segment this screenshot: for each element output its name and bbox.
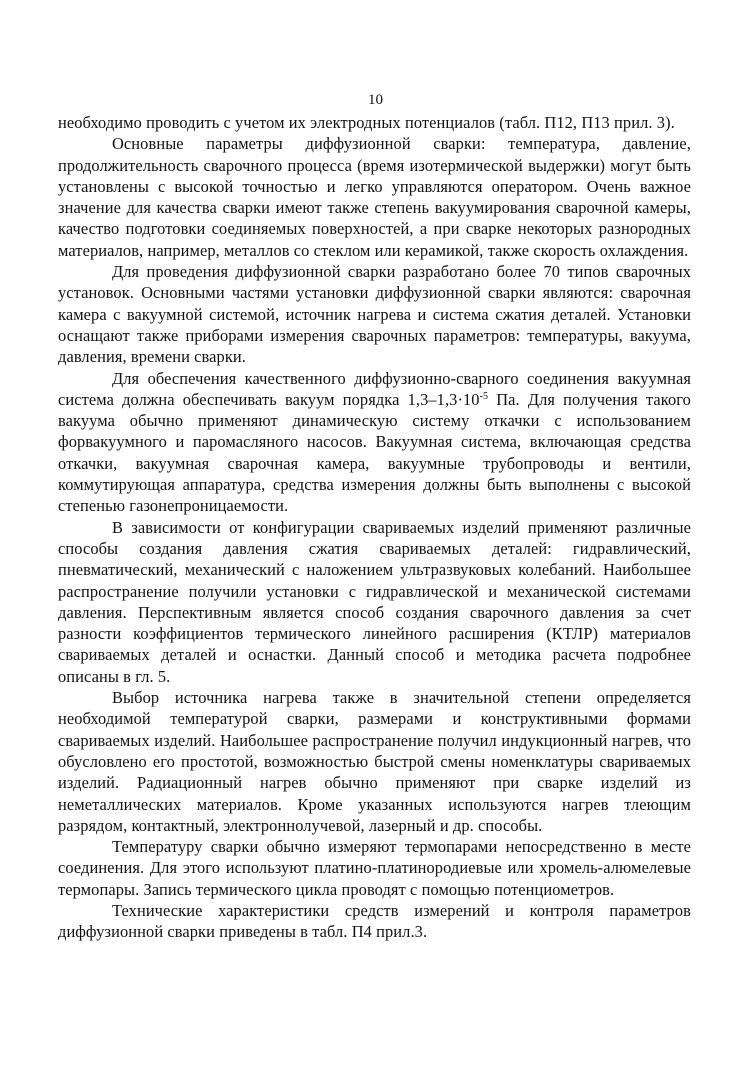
paragraph-temperature-measurement: Температуру сварки обычно измеряют термопарами непосредственно в месте соединения. Для этого используют платино-платинородиевые или хромель-алюмелевые термопары. Запись термического цикла проводят с помощью потенциометров. (58, 837, 691, 899)
vacuum-text-before: Для обеспечения качественного диффузионно-сварного соединения вакуумная система должна обеспечивать вакуум порядка 1,3–1,3·10 (58, 368, 691, 409)
vacuum-exponent: -5 (479, 390, 489, 402)
vacuum-text-after: Па. Для получения такого вакуума обычно применяют динамическую систему откачки с использованием форвакуумного и паромасляного насосов. Вакуумная система, включающая средства откачки, вакуумная сварочная камера, вакуумные трубопроводы и вентили, коммутирующая аппаратура, средства измерения должны быть выполнены с высокой степенью газонепроницаемости. (58, 389, 691, 516)
paragraph-pressure-methods: В зависимости от конфигурации свариваемых изделий применяют различные способы создания давления сжатия свариваемых деталей: гидравлический, пневматический, механический с наложением ультразвуковых колебаний. Наибольшее распространение получили установки с гидравлической и механической системами давления. Перспективным является способ создания сварочного давления за счет разности коэффициентов термического линейного расширения (КТЛР) материалов свариваемых деталей и оснастки. Данный способ и методика расчета подробнее описаны в гл. 5. (58, 517, 691, 686)
paragraph-technical-characteristics: Технические характеристики средств измерений и контроля параметров диффузионной сварки приведены в табл. П4 прил.3. (58, 900, 691, 942)
paragraph-welding-parameters: Основные параметры диффузионной сварки: температура, давление, продолжительность сварочного процесса (время изотермической выдержки) могут быть установлены с высокой точностью и легко управляются оператором. Очень важное значение для качества сварки имеют также степень вакуумирования сварочной камеры, качество подготовки соединяемых поверхностей, а при сварке некоторых разнородных материалов, например, металлов со стеклом или керамикой, также скорость охлаждения. (58, 134, 691, 260)
page-number: 10 (368, 92, 383, 108)
paragraph-vacuum-system (58, 368, 691, 517)
paragraph-heat-source: Выбор источника нагрева также в значительной степени определяется необходимой температурой сварки, размерами и конструктивными формами свариваемых изделий. Наибольшее распространение получил индукционный нагрев, что обусловлено его простотой, возможностью быстрой смены номенклатуры свариваемых изделий. Радиационный нагрев обычно применяют при сварке изделий из неметаллических материалов. Кроме указанных используются нагрев тлеющим разрядом, контактный, электроннолучевой, лазерный и др. способы. (58, 688, 691, 835)
paragraph-continuation: необходимо проводить с учетом их электродных потенциалов (табл. П12, П13 прил. 3). (58, 113, 675, 132)
paragraph-welding-installations: Для проведения диффузионной сварки разработано более 70 типов сварочных установок. Основными частями установки диффузионной сварки являются: сварочная камера с вакуумной системой, источник нагрева и система сжатия деталей. Установки оснащают также приборами измерения сварочных параметров: температуры, вакуума, давления, времени сварки. (58, 262, 691, 367)
